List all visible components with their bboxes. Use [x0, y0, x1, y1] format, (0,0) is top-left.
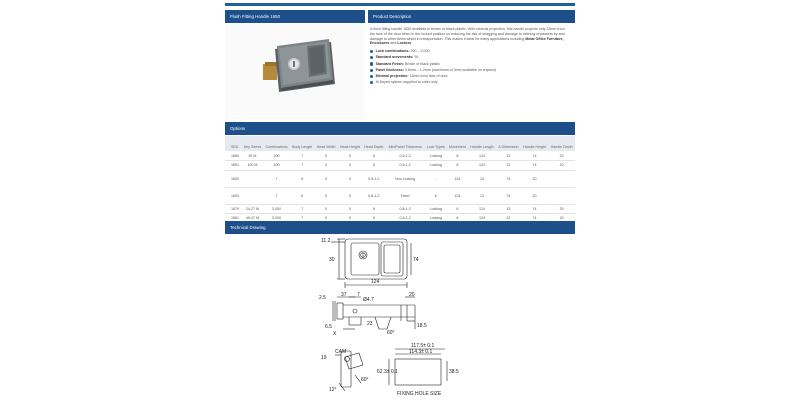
table-cell: 0 — [338, 151, 362, 161]
feature-list — [370, 49, 570, 85]
table-cell: 24-27 M — [242, 204, 264, 214]
table-cell: 1653 — [225, 187, 242, 204]
table-cell: 124 — [468, 214, 496, 224]
feature-bullet: Standard Finish: Brown or black plastic — [370, 62, 570, 67]
table-cell: 7 — [290, 204, 315, 214]
table-cell — [548, 187, 575, 204]
table-cell: 7 — [290, 161, 315, 171]
col-header: Key Series — [242, 136, 264, 151]
table-cell: 100 M — [242, 161, 264, 171]
feature-bullet: Lock combinations: 200 – 3,000 — [370, 49, 570, 54]
table-cell: 13 — [468, 187, 496, 204]
feature-bullet: M-Keyed system supplied to order only — [370, 80, 570, 85]
table-cell: 74 — [521, 151, 549, 161]
table-cell: 13 — [468, 170, 496, 187]
table-cell: 7 — [263, 170, 290, 187]
cam-detail — [335, 351, 363, 391]
table-cell: 200 — [263, 151, 290, 161]
table-cell: Locking — [425, 161, 447, 171]
description-paragraph: A flush fitting handle 1650 available in brown or black plastic. With minimal projection, this handle projects only 13mm from the face of the door when in the locked position so reducing the risk of snagging and damage to clothing of passers by and damage to other items whilst in transportation. This makes it ideal for many applications including Metal Office Furniture, Enclosures and Lockers. — [370, 27, 565, 46]
table-cell: - — [425, 170, 447, 187]
table-cell: 13 — [496, 161, 521, 171]
technical-drawing-title: Technical Drawing — [230, 225, 266, 230]
col-header: Head Width — [315, 136, 338, 151]
table-cell: 74 — [521, 161, 549, 171]
table-cell — [242, 170, 264, 187]
table-cell: 6 — [362, 204, 386, 214]
top-accent-line — [225, 3, 575, 6]
table-cell: 1679 — [225, 204, 242, 214]
table-cell: Locking — [425, 214, 447, 224]
table-cell: 0 — [338, 170, 362, 187]
description-title-bar — [368, 10, 575, 23]
col-header: Handle Length — [468, 136, 496, 151]
table-cell: 0.8-1.2 — [386, 214, 425, 224]
dim-label: 38.5 — [449, 369, 459, 375]
dim-label: X — [333, 331, 337, 337]
table-row — [225, 151, 575, 161]
table-cell: 0 — [315, 151, 338, 161]
dim-label: 12° — [329, 387, 337, 393]
dim-label: 60° — [361, 377, 369, 383]
table-cell: 0.8-1.2 — [386, 204, 425, 214]
dim-label: 6.5 — [325, 324, 332, 330]
table-cell: 0 — [338, 187, 362, 204]
table-cell: 0 — [338, 161, 362, 171]
table-cell: 1652 — [225, 170, 242, 187]
table-cell: 0 — [315, 187, 338, 204]
bullet-dot — [370, 50, 373, 53]
table-cell: 20 — [548, 204, 575, 214]
col-header: SKU — [225, 136, 242, 151]
table-cell: 6 — [447, 151, 468, 161]
table-cell: 6 — [290, 170, 315, 187]
table-row — [225, 204, 575, 214]
table-cell: 20 — [521, 170, 549, 187]
side-view — [333, 297, 415, 329]
product-title-bar — [225, 10, 365, 23]
dim-label: 20 — [409, 292, 415, 298]
col-header: Head Height — [338, 136, 362, 151]
table-cell: 6 — [362, 161, 386, 171]
options-title-bar — [225, 122, 575, 135]
table-cell — [548, 170, 575, 187]
technical-drawing — [315, 233, 535, 399]
table-cell: 0 — [315, 161, 338, 171]
table-cell: 45-47 M — [242, 214, 264, 224]
table-cell: 124 — [468, 151, 496, 161]
table-cell: 0.8-1.2 — [386, 161, 425, 171]
table-cell: 6 — [425, 187, 447, 204]
col-header: A Dimension — [496, 136, 521, 151]
bullet-dot — [370, 69, 373, 72]
options-title: Options — [230, 126, 246, 131]
product-page — [225, 0, 575, 400]
table-cell: 0.8-1.2 — [386, 151, 425, 161]
dim-label: 11.2 — [321, 238, 331, 244]
col-header: Combinations — [263, 136, 290, 151]
table-cell: 0 — [338, 214, 362, 224]
options-header-row — [225, 136, 575, 151]
table-row — [225, 187, 575, 204]
dim-label: CAM — [335, 349, 347, 355]
dim-label: 19 — [321, 355, 327, 361]
table-cell: 0 — [338, 204, 362, 214]
table-cell: 124 — [447, 187, 468, 204]
feature-bullet: Panel thickness: 0.8mm – 1.2mm (maximum of 3mm available on request) — [370, 68, 570, 73]
dim-label: 18.5 — [417, 323, 427, 329]
table-cell: 0 — [315, 204, 338, 214]
table-cell: 0.8-1.2 — [362, 170, 386, 187]
table-cell: 74 — [496, 170, 521, 187]
feature-bullet: Minimal projection: 13mm from face of door — [370, 74, 570, 79]
table-cell: 20 — [548, 214, 575, 224]
table-cell — [242, 187, 264, 204]
dim-label: 74 — [413, 257, 419, 263]
table-cell: 1650 — [225, 151, 242, 161]
col-header: Movement — [447, 136, 468, 151]
table-cell: 20 — [548, 161, 575, 171]
table-cell: 20 — [521, 187, 549, 204]
col-header: Handle Depth — [548, 136, 575, 151]
description-title: Product Description — [373, 14, 412, 19]
table-cell: 0.8-1.2 — [362, 187, 386, 204]
table-cell: 22 — [496, 214, 521, 224]
table-row — [225, 170, 575, 187]
table-cell: 1651 — [225, 161, 242, 171]
table-cell: 13 — [496, 151, 521, 161]
table-cell: 6 — [362, 214, 386, 224]
product-photo — [225, 24, 365, 119]
feature-bullet: Standard movements: 90 — [370, 55, 570, 60]
table-row — [225, 161, 575, 171]
table-cell: Locking — [425, 151, 447, 161]
table-cell: 3,000 — [263, 204, 290, 214]
product-description — [370, 27, 570, 85]
dim-label: 37 — [341, 292, 347, 298]
table-cell: 20 — [548, 151, 575, 161]
col-header: Handle Height — [521, 136, 549, 151]
bullet-dot — [370, 62, 373, 65]
dim-label: 60° — [387, 330, 395, 336]
dim-label: 62.3± 0.1 — [377, 369, 398, 375]
table-cell: 3,000 — [263, 214, 290, 224]
table-cell: 6 — [447, 214, 468, 224]
table-cell: 74 — [496, 187, 521, 204]
col-header: Lock Types — [425, 136, 447, 151]
dim-label: 117.5± 0.1 — [411, 343, 435, 349]
table-cell: 124 — [468, 204, 496, 214]
product-title: Flush Fitting Handle 1650 — [230, 14, 281, 19]
table-cell: 7 — [263, 187, 290, 204]
col-header: Head Depth — [362, 136, 386, 151]
table-cell: 124 — [447, 170, 468, 187]
dim-label: 7 — [357, 292, 360, 298]
table-cell: 0 — [315, 214, 338, 224]
options-table — [225, 136, 575, 224]
dim-label: 114.3± 0.1 — [409, 349, 433, 355]
table-cell: 124 — [468, 161, 496, 171]
col-header: Min/Panel Thickness — [386, 136, 425, 151]
bullet-dot — [370, 75, 373, 78]
table-cell: 7 — [290, 151, 315, 161]
table-cell: 1681 — [225, 214, 242, 224]
table-cell: 74 — [521, 214, 549, 224]
table-cell: Locking — [425, 204, 447, 214]
table-cell: 6 — [447, 161, 468, 171]
dim-label: 30 — [329, 257, 335, 263]
table-cell: Fixed — [386, 187, 425, 204]
dim-label: 124 — [371, 279, 380, 285]
dim-label: 2.5 — [319, 295, 326, 301]
bullet-dot — [370, 56, 373, 59]
dim-label: 23 — [367, 321, 373, 327]
table-cell: 92 M — [242, 151, 264, 161]
table-cell: 7 — [290, 214, 315, 224]
fixing-hole-label: FIXING HOLE SIZE — [397, 391, 442, 397]
table-cell: 6 — [362, 151, 386, 161]
table-cell: 6 — [447, 204, 468, 214]
table-cell: 13 — [496, 204, 521, 214]
col-header: Body Length — [290, 136, 315, 151]
table-cell: 100 — [263, 161, 290, 171]
dim-label: Ø4.7 — [363, 297, 374, 303]
table-cell: 6 — [290, 187, 315, 204]
table-cell: Non Locking — [386, 170, 425, 187]
table-cell: 74 — [521, 204, 549, 214]
table-cell: 0 — [315, 170, 338, 187]
bullet-dot — [370, 81, 373, 84]
